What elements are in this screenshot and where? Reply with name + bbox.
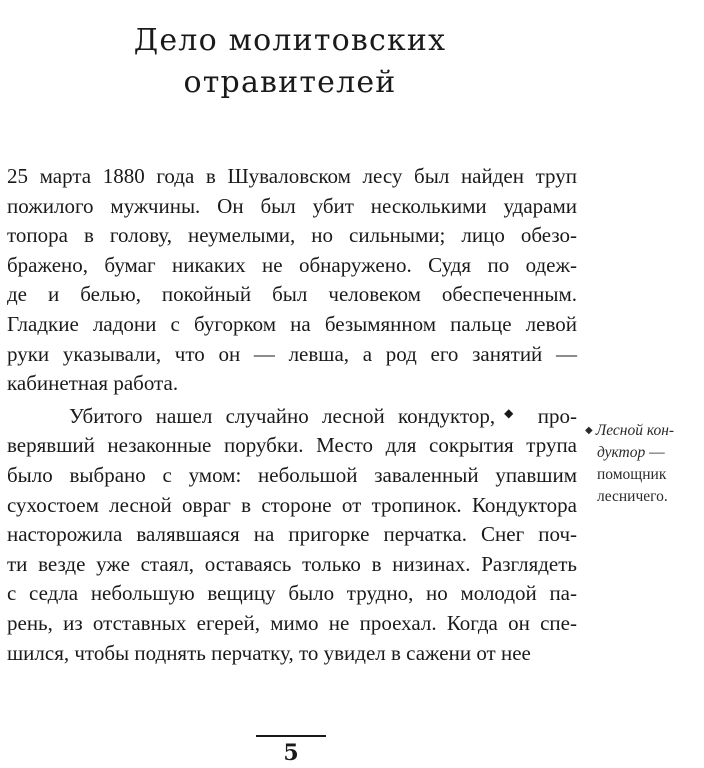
text-line: ти везде уже стаял, оставаясь только в низинах. Разглядеть bbox=[7, 551, 577, 576]
text-line: рень, из отставных егерей, мимо не проехал. Когда он спе- bbox=[7, 610, 577, 635]
margin-note-line bbox=[585, 420, 703, 442]
margin-note-term: Лесной кон- bbox=[595, 422, 675, 439]
chapter-title-line-2: отравителей bbox=[183, 65, 397, 101]
margin-note-dash: — bbox=[645, 444, 665, 461]
chapter-title-line-1: Дело молитовских bbox=[133, 23, 447, 59]
text-line: Гладкие ладони с бугорком на безымянном пальце левой bbox=[7, 311, 577, 336]
page-number-rule bbox=[256, 735, 326, 737]
paragraph-first-line bbox=[7, 399, 577, 432]
margin-note-term: дуктор bbox=[597, 444, 646, 461]
text-line: кабинетная работа. bbox=[7, 371, 179, 396]
text-line: насторожила валявшаяся на пригорке перчатка. Снег поч- bbox=[7, 522, 577, 547]
text-line: бражено, бумаг никаких не обнаружено. Судя по одеж- bbox=[7, 252, 577, 277]
text-line: топора в голову, неумелыми, но сильными; лицо обезо- bbox=[7, 223, 577, 248]
text-line: сухостоем лесной овраг в стороне от тропинок. Кондуктора bbox=[7, 492, 577, 517]
margin-note-line bbox=[585, 442, 703, 464]
margin-note-line: помощник bbox=[597, 466, 667, 483]
body-text bbox=[7, 162, 577, 668]
text-segment: про- bbox=[537, 403, 578, 428]
page-number: 5 bbox=[283, 740, 299, 766]
text-line: 25 марта 1880 года в Шуваловском лесу был найден труп bbox=[7, 164, 577, 188]
text-line: с седла небольшую вещицу было трудно, но молодой па- bbox=[7, 581, 577, 606]
margin-note-line: лесничего. bbox=[597, 488, 668, 505]
text-line: пожилого мужчины. Он был убит несколькими ударами bbox=[7, 193, 577, 218]
margin-note bbox=[585, 420, 703, 508]
chapter-title bbox=[0, 20, 580, 104]
footnote-marker-icon: ◆ bbox=[496, 405, 522, 420]
text-line: де и белью, покойный был человеком обеспеченным. bbox=[7, 282, 577, 307]
text-line: шился, чтобы поднять перчатку, то увидел в сажени от нее bbox=[7, 640, 531, 665]
text-segment: Убитого нашел случайно лесной кондуктор, bbox=[69, 403, 496, 428]
text-line: руки указывали, что он — левша, а род его занятий — bbox=[7, 341, 577, 366]
margin-note-marker-icon: ◆ bbox=[585, 425, 593, 436]
text-line: было выбрано с умом: небольшой заваленный упавшим bbox=[7, 462, 577, 487]
text-line: верявший незаконные порубки. Место для сокрытия трупа bbox=[7, 433, 577, 458]
